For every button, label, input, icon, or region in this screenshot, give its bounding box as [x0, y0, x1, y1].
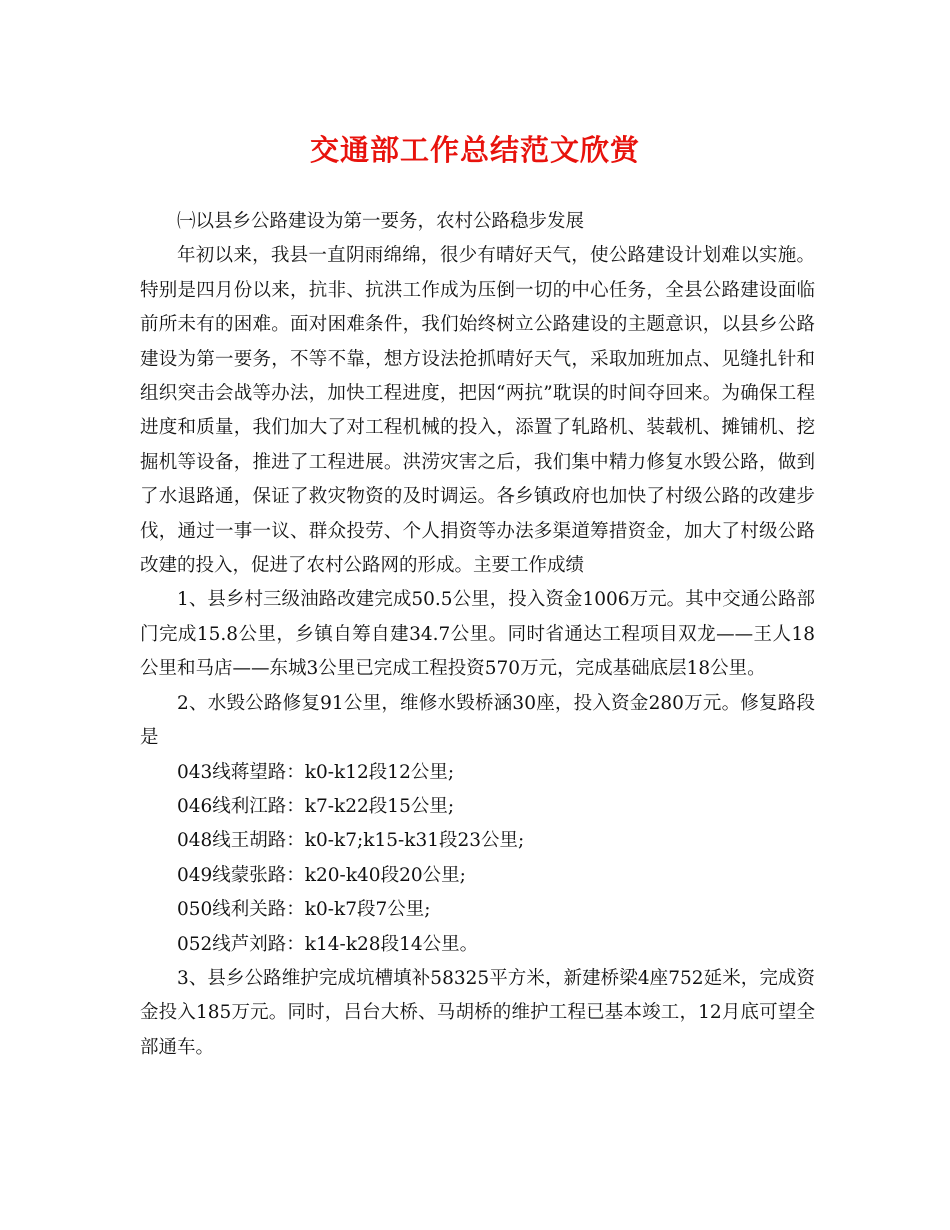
road-item: 052线芦刘路：k14-k28段14公里。 [177, 933, 479, 955]
point-2-paragraph: 2、水毁公路修复91公里，维修水毁桥涵30座，投入资金280万元。修复路段是 [140, 692, 815, 749]
document-title: 交通部工作总结范文欣赏 [309, 133, 640, 167]
road-item: 048线王胡路：k0-k7;k15-k31段23公里; [177, 830, 525, 852]
road-item: 050线利关路：k0-k7段7公里; [177, 899, 431, 921]
road-item: 049线蒙张路：k20-k40段20公里; [177, 864, 466, 886]
intro-paragraph: 年初以来，我县一直阴雨绵绵，很少有晴好天气，使公路建设计划难以实施。特别是四月份以来，抗非、抗洪工作成为压倒一切的中心任务，全县公路建设面临前所未有的困难。面对困难条件，我们始终树立公路建设的主题意识，以县乡公路建设为第一要务，不等不靠，想方设法抢抓晴好天气，采取加班加点、见缝扎针和组织突击会战等办法，加快工程进度，把因“两抗”耽误的时间夺回来。为确保工程进度和质量，我们加大了对工程机械的投入，添置了轧路机、装载机、摊铺机、挖掘机等设备，推进了工程进展。洪涝灾害之后，我们集中精力修复水毁公路，做到了水退路通，保证了救灾物资的及时调运。各乡镇政府也加快了村级公路的改建步伐，通过一事一议、群众投劳、个人捐资等办法多渠道筹措资金，加大了村级公路改建的投入，促进了农村公路网的形成。主要工作成绩 [140, 245, 815, 577]
point-3-paragraph: 3、县乡公路维护完成坑槽填补58325平方米，新建桥梁4座752延米，完成资金投入185万元。同时，吕台大桥、马胡桥的维护工程已基本竣工，12月底可望全部通车。 [140, 967, 815, 1058]
road-item: 046线利江路：k7-k22段15公里; [177, 795, 455, 817]
section-heading: ㈠以县乡公路建设为第一要务，农村公路稳步发展 [177, 211, 585, 232]
document-body [140, 205, 815, 1065]
point-1-paragraph: 1、县乡村三级油路改建完成50.5公里，投入资金1006万元。其中交通公路部门完成15.8公里，乡镇自筹自建34.7公里。同时省通达工程项目双龙——王人18公里和马店——东城3公里已完成工程投资570万元，完成基础底层18公里。 [140, 589, 815, 680]
road-item: 043线蒋望路：k0-k12段12公里; [177, 761, 455, 783]
